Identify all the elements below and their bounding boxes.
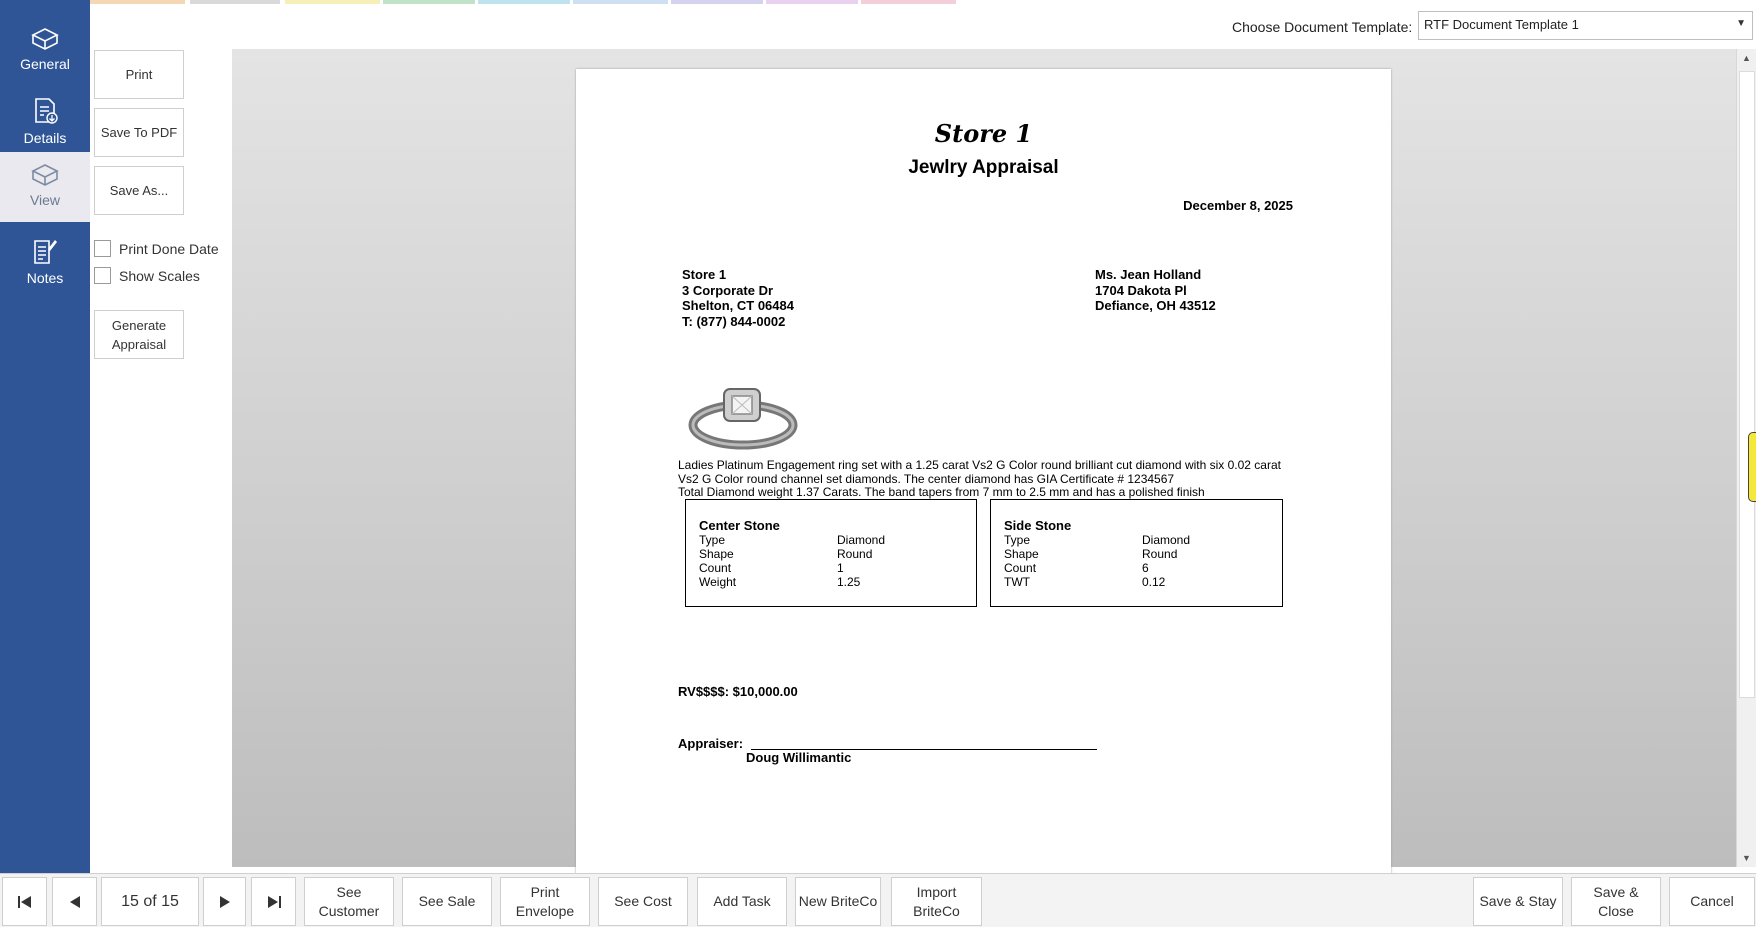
import-briteco-button[interactable]: Import BriteCo bbox=[891, 877, 982, 926]
stone-value: 1 bbox=[837, 561, 844, 575]
see-sale-button[interactable]: See Sale bbox=[402, 877, 492, 926]
page-counter: 15 of 15 bbox=[101, 877, 199, 926]
center-stone-box bbox=[685, 499, 977, 607]
stone-key: TWT bbox=[1004, 575, 1030, 589]
stone-value: 1.25 bbox=[837, 575, 861, 589]
scroll-down-icon[interactable]: ▼ bbox=[1742, 853, 1751, 863]
ring-image bbox=[688, 369, 798, 459]
stone-value: Round bbox=[1142, 547, 1178, 561]
chevron-down-icon: ▼ bbox=[1736, 18, 1746, 29]
new-briteco-button[interactable]: New BriteCo bbox=[795, 877, 881, 926]
add-task-button[interactable]: Add Task bbox=[697, 877, 787, 926]
notes-icon bbox=[30, 236, 60, 266]
appraiser-name: Doug Willimantic bbox=[746, 750, 852, 765]
see-customer-button[interactable]: See Customer bbox=[304, 877, 394, 926]
stone-value: Diamond bbox=[1142, 533, 1191, 547]
store-address-line: 3 Corporate Dr bbox=[682, 282, 774, 298]
next-record-button[interactable] bbox=[203, 877, 246, 926]
stone-key: Weight bbox=[699, 575, 737, 589]
box-icon bbox=[30, 162, 60, 188]
item-description: Ladies Platinum Engagement ring set with a 1.25 carat Vs2 G Color round brilliant cut diamond with six 0.02 carat Vs2 G Color round channel set diamonds. The center diamond has GIA Certificate # 1234567 Total Diamond weight 1.37 Carats. The band tapers from 7 mm to 2.5 mm and has a polished finish bbox=[678, 458, 1281, 499]
previous-icon bbox=[69, 895, 81, 909]
last-record-button[interactable] bbox=[251, 877, 296, 926]
nav-item-view[interactable] bbox=[0, 152, 90, 222]
nav-label-view: View bbox=[29, 192, 61, 208]
side-sticky-tab[interactable] bbox=[1748, 432, 1756, 502]
print-done-date-label: Print Done Date bbox=[119, 241, 219, 257]
store-title: Store 1 bbox=[934, 119, 1033, 148]
top-color-strip bbox=[0, 0, 1756, 4]
center-stone-heading: Center Stone bbox=[699, 518, 780, 533]
save-as-button[interactable]: Save As... bbox=[94, 166, 184, 215]
cancel-button[interactable]: Cancel bbox=[1669, 877, 1755, 926]
document-date: December 8, 2025 bbox=[1183, 198, 1293, 213]
side-stone-heading: Side Stone bbox=[1004, 518, 1072, 533]
stone-key: Type bbox=[699, 533, 726, 547]
stone-key: Type bbox=[1004, 533, 1031, 547]
store-address-line: Shelton, CT 06484 bbox=[682, 298, 794, 313]
stone-value: Round bbox=[837, 547, 873, 561]
customer-address bbox=[1095, 267, 1216, 314]
nav-item-notes[interactable] bbox=[0, 226, 90, 296]
nav-item-general[interactable] bbox=[0, 16, 90, 86]
store-address bbox=[682, 267, 794, 329]
print-done-date-checkbox[interactable] bbox=[94, 240, 111, 257]
replacement-value: RV$$$$: $10,000.00 bbox=[678, 684, 798, 699]
stone-value: Diamond bbox=[837, 533, 886, 547]
document-title: Jewlry Appraisal bbox=[908, 157, 1059, 178]
stone-key: Count bbox=[699, 561, 732, 575]
next-icon bbox=[219, 895, 231, 909]
stone-value: 6 bbox=[1142, 561, 1149, 575]
nav-label-notes: Notes bbox=[26, 270, 64, 286]
first-record-button[interactable] bbox=[2, 877, 47, 926]
appraiser-label: Appraiser: bbox=[678, 736, 744, 751]
save-to-pdf-button[interactable]: Save To PDF bbox=[94, 108, 184, 157]
scrollbar-thumb[interactable] bbox=[1739, 71, 1755, 698]
stone-key: Shape bbox=[699, 547, 734, 561]
store-address-line: Store 1 bbox=[682, 267, 727, 282]
see-cost-button[interactable]: See Cost bbox=[598, 877, 688, 926]
nav-label-general: General bbox=[20, 56, 70, 72]
appraisal-page bbox=[576, 69, 1391, 889]
show-scales-label: Show Scales bbox=[119, 268, 200, 284]
first-page-icon bbox=[17, 895, 33, 909]
nav-item-details[interactable] bbox=[0, 86, 90, 156]
save-close-button[interactable]: Save & Close bbox=[1571, 877, 1661, 926]
template-label: Choose Document Template: bbox=[1232, 19, 1413, 35]
template-select-value: RTF Document Template 1 bbox=[1424, 17, 1579, 32]
document-download-icon bbox=[30, 96, 60, 126]
side-stone-box bbox=[990, 499, 1283, 607]
last-page-icon bbox=[266, 895, 282, 909]
left-nav bbox=[0, 0, 90, 873]
stone-value: 0.12 bbox=[1142, 575, 1166, 589]
generate-appraisal-button[interactable]: Generate Appraisal bbox=[94, 310, 184, 359]
customer-address-line: Ms. Jean Holland bbox=[1095, 267, 1202, 282]
scroll-up-icon[interactable]: ▲ bbox=[1742, 53, 1751, 63]
stone-key: Shape bbox=[1004, 547, 1039, 561]
store-address-line: T: (877) 844-0002 bbox=[682, 313, 786, 329]
nav-label-details: Details bbox=[23, 130, 67, 146]
print-button[interactable]: Print bbox=[94, 50, 184, 99]
print-envelope-button[interactable]: Print Envelope bbox=[500, 877, 590, 926]
show-scales-checkbox[interactable] bbox=[94, 267, 111, 284]
save-stay-button[interactable]: Save & Stay bbox=[1473, 877, 1563, 926]
customer-address-line: 1704 Dakota Pl bbox=[1095, 282, 1187, 298]
previous-record-button[interactable] bbox=[52, 877, 97, 926]
template-select[interactable] bbox=[1418, 11, 1753, 40]
stone-key: Count bbox=[1004, 561, 1037, 575]
box-icon bbox=[30, 26, 60, 52]
customer-address-line: Defiance, OH 43512 bbox=[1095, 298, 1216, 313]
